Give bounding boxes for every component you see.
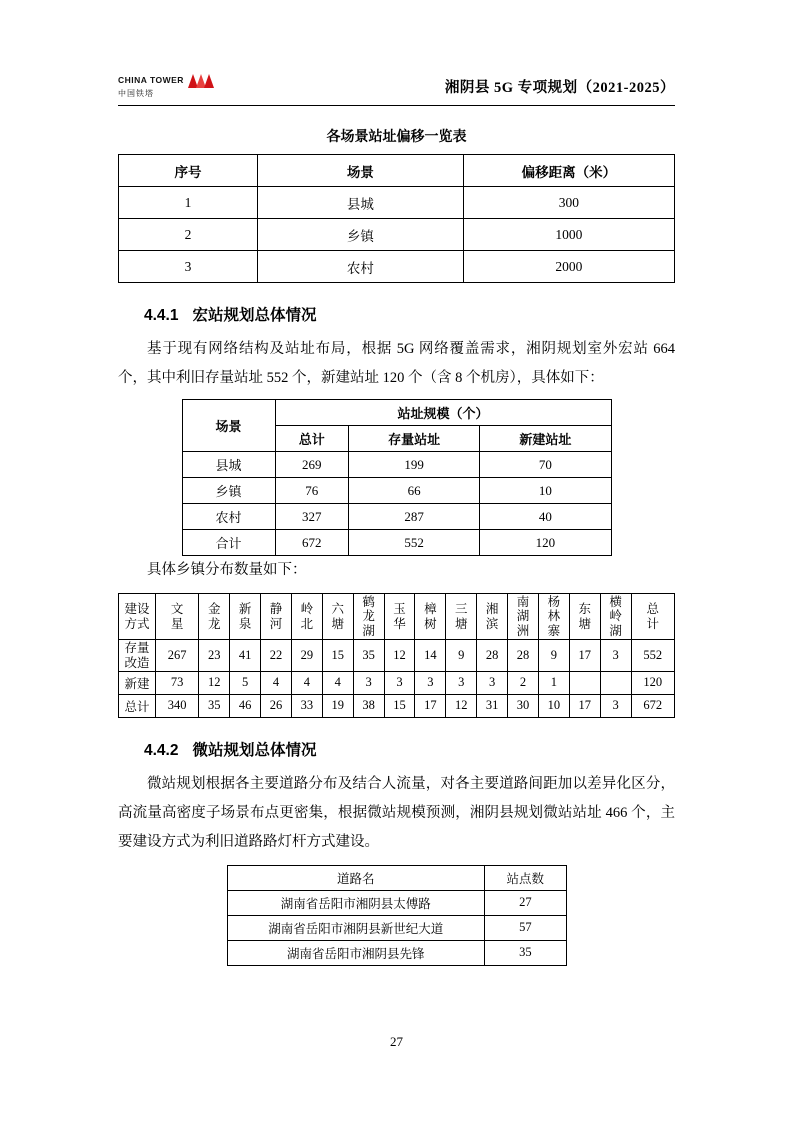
table2-r3-c1: 672 — [275, 530, 348, 556]
table3-r0-c9: 9 — [446, 640, 477, 672]
table1-r0-c2: 300 — [463, 187, 674, 219]
table3-r0-c1: 23 — [199, 640, 230, 672]
table2-r2-c2: 287 — [348, 504, 479, 530]
table2-r0-c0: 县城 — [182, 452, 275, 478]
table1-r2-c1: 农村 — [258, 251, 464, 283]
table-row — [119, 187, 675, 219]
table-row — [182, 452, 611, 478]
table2-r1-c1: 76 — [275, 478, 348, 504]
document-title: 湘阴县 5G 专项规划（2021-2025） — [444, 80, 675, 96]
township-distribution-table — [118, 593, 675, 718]
table2-r2-c3: 40 — [480, 504, 611, 530]
table4-r2-c1: 35 — [485, 940, 566, 965]
table1-r0-c0: 1 — [119, 187, 258, 219]
table3-col-4: 岭 北 — [291, 594, 322, 640]
table3-r2-c2: 46 — [230, 694, 261, 717]
table3-r1-c5: 4 — [322, 671, 353, 694]
table3-r2-c13: 17 — [569, 694, 600, 717]
table4-r1-c0: 湖南省岳阳市湘阴县新世纪大道 — [227, 915, 485, 940]
table3-r1-c0: 73 — [156, 671, 199, 694]
table4-r0-c0: 湖南省岳阳市湘阴县太傅路 — [227, 890, 485, 915]
paragraph-441: 基于现有网络结构及站址布局，根据 5G 网络覆盖需求，湘阴规划室外宏站 664 个，其中利旧存量站址 552 个，新建站址 120 个（含 8 个机房），具体如下： — [118, 341, 675, 386]
table3-r2-c12: 10 — [538, 694, 569, 717]
table3-r1-c11: 2 — [508, 671, 539, 694]
table3-r2-c9: 12 — [446, 694, 477, 717]
table4-r1-c1: 57 — [485, 915, 566, 940]
page-header — [118, 0, 675, 100]
table3-r1-c9: 3 — [446, 671, 477, 694]
section-title: 微站规划总体情况 — [192, 741, 317, 759]
macro-site-scale-table — [182, 399, 612, 556]
table3-r1-c15: 120 — [631, 671, 674, 694]
page-number: 27 — [390, 1034, 403, 1049]
table-row — [182, 504, 611, 530]
table3-col-12: 杨 林 寨 — [538, 594, 569, 640]
table-row — [119, 671, 675, 694]
table3-col-3: 静 河 — [261, 594, 292, 640]
table2-r3-c3: 120 — [480, 530, 611, 556]
table3-r1-label: 新建 — [119, 671, 156, 694]
page-content — [118, 106, 675, 966]
section-number: 4.4.1 — [144, 307, 179, 324]
table2-sub-1: 存量站址 — [348, 426, 479, 452]
table-header-row — [119, 594, 675, 640]
table3-r0-c7: 12 — [384, 640, 415, 672]
table3-r2-c0: 340 — [156, 694, 199, 717]
table1-col-2: 偏移距离（米） — [463, 155, 674, 187]
table3-r0-c14: 3 — [600, 640, 631, 672]
table3-corner: 建设 方式 — [119, 594, 156, 640]
table-row — [182, 530, 611, 556]
section-heading-442 — [118, 738, 675, 760]
table3-r1-c6: 3 — [353, 671, 384, 694]
table3-r2-label: 总计 — [119, 694, 156, 717]
table3-r1-c7: 3 — [384, 671, 415, 694]
lead-in-paragraph: 具体乡镇分布数量如下： — [147, 562, 307, 578]
table3-col-8: 樟 树 — [415, 594, 446, 640]
table1-col-0: 序号 — [119, 155, 258, 187]
table1-r1-c2: 1000 — [463, 219, 674, 251]
table3-r2-c3: 26 — [261, 694, 292, 717]
table3-r0-c12: 9 — [538, 640, 569, 672]
table3-r0-c6: 35 — [353, 640, 384, 672]
section-heading-441 — [118, 303, 675, 325]
table3-r0-label: 存量 改造 — [119, 640, 156, 672]
table-header-row — [227, 865, 566, 890]
table3-col-10: 湘 滨 — [477, 594, 508, 640]
table3-r1-c3: 4 — [261, 671, 292, 694]
paragraph-442: 微站规划根据各主要道路分布及结合人流量，对各主要道路间距加以差异化区分，高流量高密度子场景布点更密集，根据微站规模预测，湘阴县规划微站站址 466 个，主要建设方式为利旧道路路灯杆方式建设。 — [118, 775, 675, 850]
table4-r0-c1: 27 — [485, 890, 566, 915]
table3-r1-c2: 5 — [230, 671, 261, 694]
table3-r2-c4: 33 — [291, 694, 322, 717]
table3-col-7: 玉 华 — [384, 594, 415, 640]
table3-col-9: 三 塘 — [446, 594, 477, 640]
table3-r1-c12: 1 — [538, 671, 569, 694]
table3-col-0: 文 星 — [156, 594, 199, 640]
table-header-row — [182, 400, 611, 426]
table1-r1-c1: 乡镇 — [258, 219, 464, 251]
table3-col-13: 东 塘 — [569, 594, 600, 640]
table3-col-1: 金 龙 — [199, 594, 230, 640]
tower-mark-icon — [188, 73, 214, 88]
table2-corner: 场景 — [182, 400, 275, 452]
table3-col-5: 六 塘 — [322, 594, 353, 640]
table2-r2-c1: 327 — [275, 504, 348, 530]
table1-r2-c0: 3 — [119, 251, 258, 283]
table3-r1-c14 — [600, 671, 631, 694]
table3-r0-c8: 14 — [415, 640, 446, 672]
table3-r2-c10: 31 — [477, 694, 508, 717]
table1-r2-c2: 2000 — [463, 251, 674, 283]
table3-r1-c10: 3 — [477, 671, 508, 694]
table-row — [119, 640, 675, 672]
table-row — [227, 915, 566, 940]
table3-r1-c1: 12 — [199, 671, 230, 694]
table2-group-header: 站址规模（个） — [275, 400, 611, 426]
table3-r2-c15: 672 — [631, 694, 674, 717]
table-row — [119, 694, 675, 717]
table2-r1-c0: 乡镇 — [182, 478, 275, 504]
table2-r0-c2: 199 — [348, 452, 479, 478]
table3-col-14: 横 岭 湖 — [600, 594, 631, 640]
table-row — [182, 478, 611, 504]
logo-english-text: CHINA TOWER — [118, 75, 184, 86]
table3-r0-c3: 22 — [261, 640, 292, 672]
table-row — [227, 940, 566, 965]
table2-r3-c2: 552 — [348, 530, 479, 556]
table4-col-0: 道路名 — [227, 865, 485, 890]
table3-r2-c14: 3 — [600, 694, 631, 717]
section-number: 4.4.2 — [144, 741, 179, 759]
table3-r0-c13: 17 — [569, 640, 600, 672]
table3-r0-c15: 552 — [631, 640, 674, 672]
table-row — [227, 890, 566, 915]
table2-r0-c3: 70 — [480, 452, 611, 478]
table3-col-6: 鹤 龙 湖 — [353, 594, 384, 640]
table-row — [119, 219, 675, 251]
table3-r2-c1: 35 — [199, 694, 230, 717]
table3-r2-c11: 30 — [508, 694, 539, 717]
table3-r0-c11: 28 — [508, 640, 539, 672]
table3-r0-c0: 267 — [156, 640, 199, 672]
section-title: 宏站规划总体情况 — [192, 307, 317, 324]
table3-r2-c8: 17 — [415, 694, 446, 717]
table-header-row — [119, 155, 675, 187]
table2-sub-0: 总计 — [275, 426, 348, 452]
table3-col-11: 南 湖 洲 — [508, 594, 539, 640]
table1-r0-c1: 县城 — [258, 187, 464, 219]
table3-r0-c2: 41 — [230, 640, 261, 672]
table3-r1-c4: 4 — [291, 671, 322, 694]
table3-r2-c7: 15 — [384, 694, 415, 717]
table2-r2-c0: 农村 — [182, 504, 275, 530]
table4-r2-c0: 湖南省岳阳市湘阴县先锋 — [227, 940, 485, 965]
logo-chinese-text: 中国铁塔 — [118, 89, 154, 98]
table3-r0-c4: 29 — [291, 640, 322, 672]
table-row — [119, 251, 675, 283]
china-tower-logo — [118, 73, 214, 100]
table3-col-15: 总 计 — [631, 594, 674, 640]
table3-r1-c8: 3 — [415, 671, 446, 694]
table3-r2-c6: 38 — [353, 694, 384, 717]
table3-r2-c5: 19 — [322, 694, 353, 717]
table2-r0-c1: 269 — [275, 452, 348, 478]
table2-r1-c2: 66 — [348, 478, 479, 504]
table3-r1-c13 — [569, 671, 600, 694]
table3-col-2: 新 泉 — [230, 594, 261, 640]
table2-sub-2: 新建站址 — [480, 426, 611, 452]
table2-r1-c3: 10 — [480, 478, 611, 504]
table1-caption: 各场景站址偏移一览表 — [326, 130, 467, 145]
table3-r0-c5: 15 — [322, 640, 353, 672]
offset-table — [118, 154, 675, 283]
table4-col-1: 站点数 — [485, 865, 566, 890]
table1-col-1: 场景 — [258, 155, 464, 187]
table3-r0-c10: 28 — [477, 640, 508, 672]
table1-r1-c0: 2 — [119, 219, 258, 251]
road-site-count-table — [227, 865, 567, 966]
table2-r3-c0: 合计 — [182, 530, 275, 556]
